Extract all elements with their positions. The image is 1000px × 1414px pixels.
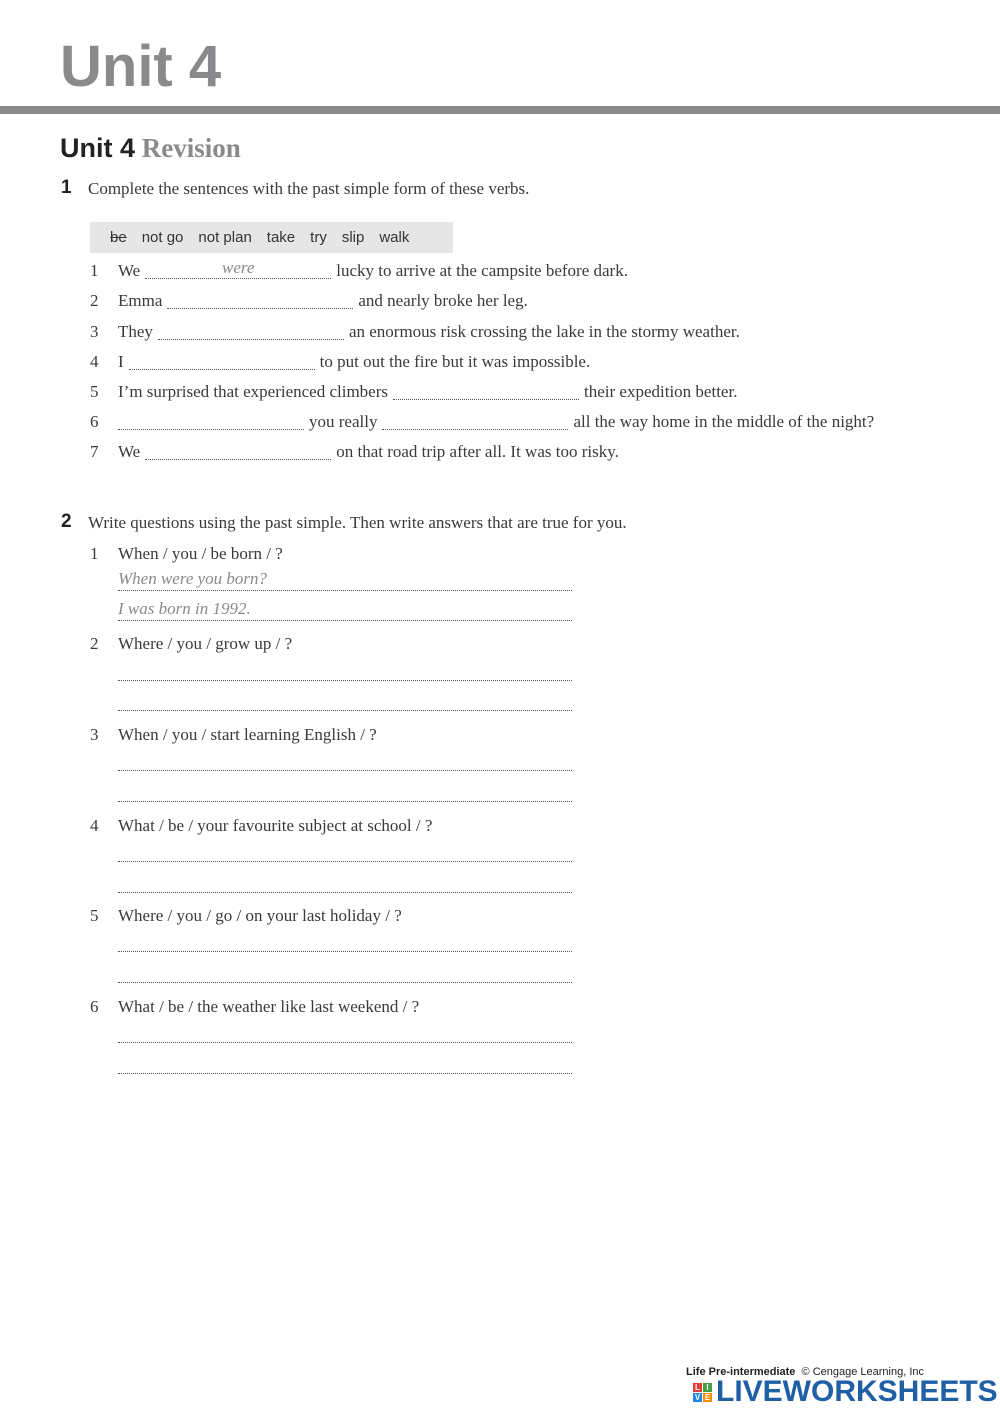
question-line[interactable] xyxy=(118,568,572,591)
item-text-before: Emma xyxy=(118,291,163,310)
item-prompt: When / you / start learning English / ? xyxy=(118,725,377,744)
question-line[interactable] xyxy=(118,1020,572,1043)
item-number: 5 xyxy=(90,382,99,401)
book-title: Life Pre-intermediate xyxy=(686,1366,796,1378)
item-number: 7 xyxy=(90,442,99,461)
example-question: When were you born? xyxy=(118,569,268,588)
exercise-2-item xyxy=(90,814,432,838)
live-grid-icon xyxy=(693,1383,712,1402)
answer-line[interactable] xyxy=(118,960,572,983)
answer-line[interactable] xyxy=(118,598,572,621)
page-title: Unit 4 xyxy=(60,34,222,99)
exercise-2-item xyxy=(90,542,283,566)
answer-blank[interactable] xyxy=(145,260,331,279)
verb-item: slip xyxy=(341,229,365,246)
answer-blank[interactable] xyxy=(118,411,304,430)
exercise-1-number: 1 xyxy=(61,177,72,198)
logo-letter: E xyxy=(704,1392,711,1402)
section-revision: Revision xyxy=(141,133,241,163)
item-text-after: all the way home in the middle of the night? xyxy=(573,412,875,431)
item-text-before: I’m surprised that experienced climbers xyxy=(118,382,389,401)
item-text-after: their expedition better. xyxy=(584,382,738,401)
question-line[interactable] xyxy=(118,748,572,771)
liveworksheets-logo[interactable] xyxy=(693,1376,998,1408)
logo-letter: I xyxy=(703,1383,712,1392)
answer-blank[interactable] xyxy=(393,381,579,400)
exercise-2-item xyxy=(90,632,292,656)
exercise-2-number: 2 xyxy=(61,511,72,532)
exercise-1-item xyxy=(90,410,874,434)
verb-item: walk xyxy=(379,229,410,246)
logo-letter: L xyxy=(693,1383,702,1392)
exercise-2-item xyxy=(90,904,402,928)
exercise-1-instruction: Complete the sentences with the past simple form of these verbs. xyxy=(88,179,530,198)
item-text-before: We xyxy=(118,261,141,280)
item-prompt: Where / you / go / on your last holiday / ? xyxy=(118,906,402,925)
item-number: 3 xyxy=(90,322,99,341)
question-line[interactable] xyxy=(118,929,572,952)
item-number: 1 xyxy=(90,261,99,280)
item-text-after: to put out the fire but it was impossible. xyxy=(319,352,591,371)
item-text-before: I xyxy=(118,352,124,371)
logo-text: LIVEWORKSHEETS xyxy=(716,1375,998,1408)
item-prompt: What / be / your favourite subject at school / ? xyxy=(118,816,433,835)
item-number: 5 xyxy=(90,906,99,925)
verb-item: try xyxy=(310,229,327,246)
question-line[interactable] xyxy=(118,839,572,862)
verb-item: be xyxy=(110,229,127,246)
item-text-after: and nearly broke her leg. xyxy=(358,291,528,310)
exercise-1-item xyxy=(90,350,590,374)
item-text-after: on that road trip after all. It was too risky. xyxy=(336,442,619,461)
item-number: 6 xyxy=(90,997,99,1016)
item-prompt: When / you / be born / ? xyxy=(118,544,283,563)
logo-letter: V xyxy=(694,1392,701,1402)
item-number: 1 xyxy=(90,544,99,563)
answer-line[interactable] xyxy=(118,688,572,711)
item-text-middle: you really xyxy=(309,412,378,431)
answer-line[interactable] xyxy=(118,1051,572,1074)
exercise-2-item xyxy=(90,723,377,747)
item-number: 4 xyxy=(90,816,99,835)
item-text-after: lucky to arrive at the campsite before dark. xyxy=(336,261,628,280)
verb-item: not go xyxy=(141,229,184,246)
section-unit: Unit 4 xyxy=(60,133,136,163)
answer-blank[interactable] xyxy=(158,321,344,340)
item-number: 3 xyxy=(90,725,99,744)
example-answer: were xyxy=(222,258,255,277)
exercise-2-item xyxy=(90,995,419,1019)
exercise-1-item xyxy=(90,289,528,313)
item-prompt: What / be / the weather like last weekend / ? xyxy=(118,997,420,1016)
exercise-1-item xyxy=(90,380,737,404)
verb-item: not plan xyxy=(198,229,252,246)
question-line[interactable] xyxy=(118,658,572,681)
exercise-2-instruction: Write questions using the past simple. Then write answers that are true for you. xyxy=(88,513,627,532)
verb-item: take xyxy=(266,229,296,246)
item-number: 4 xyxy=(90,352,99,371)
item-number: 6 xyxy=(90,412,99,431)
item-text-before: We xyxy=(118,442,141,461)
answer-blank[interactable] xyxy=(382,411,568,430)
item-prompt: Where / you / grow up / ? xyxy=(118,634,293,653)
header-rule xyxy=(0,106,1000,114)
copyright: © Cengage Learning, Inc xyxy=(801,1366,925,1378)
item-number: 2 xyxy=(90,291,99,310)
item-text-after: an enormous risk crossing the lake in the stormy weather. xyxy=(348,322,740,341)
answer-blank[interactable] xyxy=(145,441,331,460)
section-title xyxy=(60,130,241,166)
exercise-1-item xyxy=(90,440,619,464)
answer-blank[interactable] xyxy=(167,290,353,309)
exercise-1-item xyxy=(90,320,740,344)
exercise-1-item xyxy=(90,259,628,283)
answer-blank[interactable] xyxy=(129,351,315,370)
item-text-before: They xyxy=(118,322,153,341)
verb-box xyxy=(90,222,453,253)
example-answer: I was born in 1992. xyxy=(118,599,251,618)
answer-line[interactable] xyxy=(118,870,572,893)
answer-line[interactable] xyxy=(118,779,572,802)
item-number: 2 xyxy=(90,634,99,653)
